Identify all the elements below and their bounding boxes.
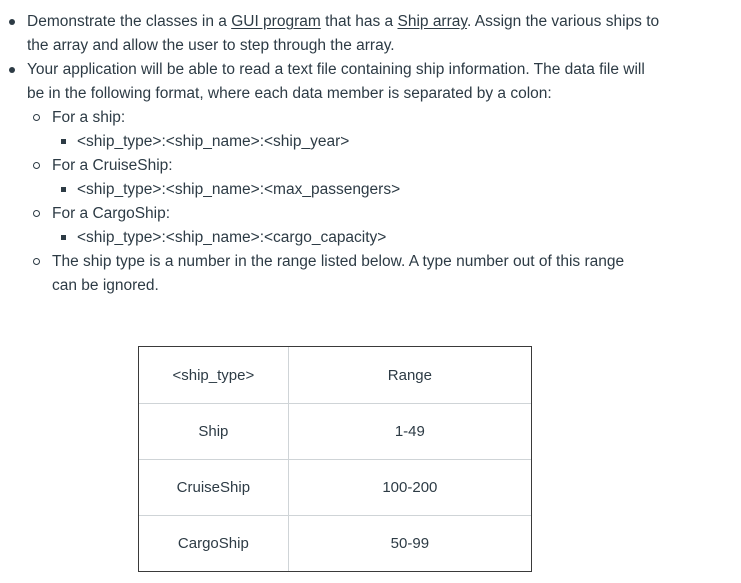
ship-array-link[interactable]: Ship array (397, 13, 467, 30)
table-cell: 100-200 (288, 460, 531, 516)
bullet-1-line-2: the array and allow the user to step through the array. (27, 37, 395, 54)
table-cell: CargoShip (139, 516, 289, 572)
list-item (0, 10, 677, 58)
sub-item-type-note: The ship type is a number in the range listed below. A type number out of this range can be ignored. (0, 250, 741, 298)
sub-item-cruiseship: For a CruiseShip: (0, 154, 741, 178)
sub-item-ship: For a ship: (0, 106, 741, 130)
list-item (0, 58, 677, 106)
sub-item-cargoship: For a CargoShip: (0, 202, 741, 226)
bullet-square-icon (61, 187, 66, 192)
table-cell: CruiseShip (139, 460, 289, 516)
format-cargoship: <ship_type>:<ship_name>:<cargo_capacity> (0, 226, 741, 250)
bullet-2-line-2: be in the following format, where each data member is separated by a colon: (27, 85, 552, 102)
gui-program-link[interactable]: GUI program (231, 13, 321, 30)
table-row (139, 516, 532, 572)
main-bullet-list (0, 10, 741, 106)
table-cell: 50-99 (288, 516, 531, 572)
bullet-dot-icon (9, 19, 15, 25)
table-row (139, 404, 532, 460)
format-ship: <ship_type>:<ship_name>:<ship_year> (0, 130, 741, 154)
table-header-cell: Range (288, 347, 531, 404)
bullet-circle-icon (33, 114, 40, 121)
bullet-2-line-1: Your application will be able to read a text file containing ship information. The data file will (27, 61, 645, 78)
format-cruiseship: <ship_type>:<ship_name>:<max_passengers> (0, 178, 741, 202)
bullet-circle-icon (33, 210, 40, 217)
table-cell: Ship (139, 404, 289, 460)
table-cell: 1-49 (288, 404, 531, 460)
bullet-1-line-1: Demonstrate the classes in a GUI program that has a Ship array. Assign the various ships to (27, 13, 660, 30)
table-header-cell: <ship_type> (139, 347, 289, 404)
ship-type-table (138, 346, 532, 572)
bullet-dot-icon (9, 67, 15, 73)
table-header-row (139, 347, 532, 404)
bullet-circle-icon (33, 258, 40, 265)
bullet-circle-icon (33, 162, 40, 169)
bullet-square-icon (61, 235, 66, 240)
bullet-square-icon (61, 139, 66, 144)
table-row (139, 460, 532, 516)
